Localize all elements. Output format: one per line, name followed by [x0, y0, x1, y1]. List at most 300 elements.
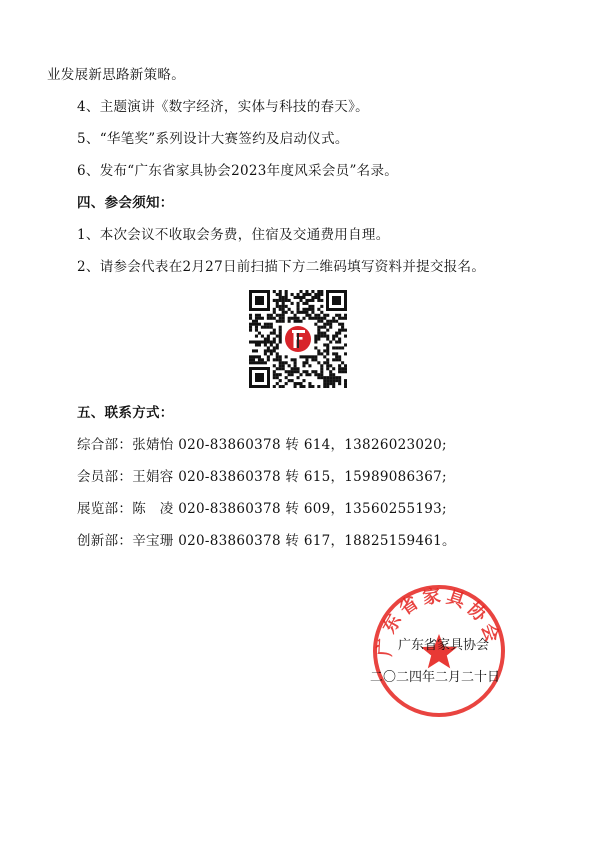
- qr-module: [305, 355, 308, 358]
- qr-module: [288, 299, 291, 302]
- qr-module: [279, 358, 282, 361]
- qr-module: [291, 317, 294, 320]
- qr-module: [314, 355, 317, 358]
- qr-module: [329, 379, 332, 382]
- qr-module: [335, 320, 338, 323]
- qr-module: [273, 376, 276, 379]
- svg-text:广东省家具协会: 广东省家具协会: [374, 585, 503, 657]
- qr-module: [308, 385, 311, 388]
- qr-module: [273, 358, 276, 361]
- qr-module: [332, 320, 335, 323]
- qr-module: [305, 370, 308, 373]
- qr-module: [273, 317, 276, 320]
- qr-center-logo-icon: [283, 324, 313, 354]
- qr-module: [332, 373, 335, 376]
- qr-module: [267, 338, 270, 341]
- qr-module: [282, 314, 285, 317]
- qr-module: [317, 338, 320, 341]
- qr-module: [273, 346, 276, 349]
- qr-module: [291, 373, 294, 376]
- qr-module: [305, 290, 308, 293]
- qr-module: [311, 299, 314, 302]
- qr-module: [338, 370, 341, 373]
- qr-module: [329, 382, 332, 385]
- qr-module: [285, 382, 288, 385]
- qr-module: [335, 346, 338, 349]
- body-line-3: 5、“华笔奖”系列设计大赛签约及启动仪式。: [77, 131, 349, 147]
- qr-module: [252, 323, 255, 326]
- qr-module: [249, 329, 252, 332]
- qr-module: [279, 338, 282, 341]
- qr-module: [261, 335, 264, 338]
- qr-module: [329, 364, 332, 367]
- qr-module: [317, 314, 320, 317]
- qr-module: [267, 355, 270, 358]
- qr-module: [302, 308, 305, 311]
- qr-module: [267, 340, 270, 343]
- qr-module: [282, 361, 285, 364]
- qr-module: [279, 364, 282, 367]
- qr-module: [332, 379, 335, 382]
- qr-module: [273, 311, 276, 314]
- qr-module: [323, 332, 326, 335]
- qr-module: [291, 311, 294, 314]
- qr-module: [267, 314, 270, 317]
- qr-module: [344, 314, 347, 317]
- qr-module: [323, 326, 326, 329]
- qr-module: [276, 382, 279, 385]
- qr-module: [273, 385, 276, 388]
- qr-module: [267, 317, 270, 320]
- qr-module: [317, 332, 320, 335]
- qr-module: [270, 326, 273, 329]
- qr-module: [308, 293, 311, 296]
- qr-module: [294, 320, 297, 323]
- qr-module: [282, 299, 285, 302]
- qr-module: [249, 361, 252, 364]
- qr-module: [294, 361, 297, 364]
- qr-module: [335, 352, 338, 355]
- qr-module: [338, 367, 341, 370]
- qr-module: [329, 326, 332, 329]
- qr-module: [344, 370, 347, 373]
- qr-module: [261, 326, 264, 329]
- qr-module: [317, 320, 320, 323]
- qr-module: [255, 323, 258, 326]
- qr-module: [320, 332, 323, 335]
- qr-module: [326, 346, 329, 349]
- qr-module: [305, 293, 308, 296]
- qr-module: [297, 311, 300, 314]
- qr-module: [335, 335, 338, 338]
- qr-module: [323, 317, 326, 320]
- qr-module: [255, 335, 258, 338]
- qr-module: [249, 323, 252, 326]
- qr-module: [252, 340, 255, 343]
- qr-module: [302, 355, 305, 358]
- qr-module: [297, 320, 300, 323]
- qr-module: [264, 349, 267, 352]
- qr-finder-bottom-left: [249, 367, 270, 388]
- qr-module: [344, 364, 347, 367]
- qr-module: [332, 346, 335, 349]
- qr-module: [305, 358, 308, 361]
- qr-module: [323, 382, 326, 385]
- qr-module: [258, 332, 261, 335]
- qr-module: [273, 308, 276, 311]
- qr-module: [341, 367, 344, 370]
- qr-module: [326, 367, 329, 370]
- qr-module: [329, 340, 332, 343]
- qr-module: [279, 320, 282, 323]
- qr-module: [255, 320, 258, 323]
- qr-module: [297, 293, 300, 296]
- qr-module: [341, 323, 344, 326]
- qr-module: [311, 385, 314, 388]
- qr-module: [314, 346, 317, 349]
- qr-module: [320, 335, 323, 338]
- qr-module: [270, 314, 273, 317]
- qr-module: [255, 349, 258, 352]
- qr-module: [285, 355, 288, 358]
- qr-module: [279, 385, 282, 388]
- qr-module: [320, 370, 323, 373]
- qr-module: [320, 364, 323, 367]
- qr-module: [308, 305, 311, 308]
- qr-module: [317, 290, 320, 293]
- qr-module: [317, 299, 320, 302]
- qr-module: [320, 376, 323, 379]
- qr-module: [323, 314, 326, 317]
- qr-module: [335, 340, 338, 343]
- contact-line-innovation: 创新部：辛宝珊 020-83860378 转 617，18825159461。: [77, 533, 456, 549]
- qr-module: [291, 293, 294, 296]
- qr-module: [282, 364, 285, 367]
- qr-module: [317, 296, 320, 299]
- qr-module: [317, 293, 320, 296]
- qr-module: [311, 311, 314, 314]
- qr-module: [279, 317, 282, 320]
- qr-module: [297, 376, 300, 379]
- qr-module: [338, 379, 341, 382]
- qr-module: [335, 314, 338, 317]
- qr-module: [291, 379, 294, 382]
- qr-module: [285, 311, 288, 314]
- qr-module: [344, 352, 347, 355]
- qr-module: [338, 376, 341, 379]
- qr-module: [332, 376, 335, 379]
- qr-module: [294, 385, 297, 388]
- qr-module: [264, 326, 267, 329]
- qr-module: [338, 317, 341, 320]
- qr-module: [258, 355, 261, 358]
- qr-module: [302, 302, 305, 305]
- qr-module: [317, 361, 320, 364]
- qr-module: [285, 290, 288, 293]
- qr-module: [338, 355, 341, 358]
- qr-module: [270, 323, 273, 326]
- qr-module: [314, 323, 317, 326]
- qr-module: [267, 335, 270, 338]
- qr-module: [255, 343, 258, 346]
- qr-module: [305, 311, 308, 314]
- qr-module: [299, 385, 302, 388]
- qr-module: [320, 311, 323, 314]
- qr-module: [282, 317, 285, 320]
- qr-module: [249, 326, 252, 329]
- qr-module: [276, 346, 279, 349]
- qr-module: [320, 299, 323, 302]
- qr-module: [344, 385, 347, 388]
- qr-module: [314, 370, 317, 373]
- qr-module: [258, 314, 261, 317]
- qr-module: [314, 296, 317, 299]
- qr-module: [326, 379, 329, 382]
- qr-module: [332, 382, 335, 385]
- qr-module: [258, 323, 261, 326]
- qr-module: [279, 293, 282, 296]
- qr-module: [294, 382, 297, 385]
- qr-module: [308, 317, 311, 320]
- qr-module: [314, 340, 317, 343]
- qr-module: [326, 382, 329, 385]
- qr-module: [261, 361, 264, 364]
- qr-module: [332, 335, 335, 338]
- qr-module: [282, 302, 285, 305]
- qr-module: [338, 314, 341, 317]
- qr-module: [297, 302, 300, 305]
- qr-module: [308, 314, 311, 317]
- qr-module: [320, 326, 323, 329]
- qr-module: [332, 358, 335, 361]
- qr-module: [264, 361, 267, 364]
- qr-module: [273, 299, 276, 302]
- qr-module: [344, 382, 347, 385]
- qr-module: [332, 385, 335, 388]
- qr-module: [302, 311, 305, 314]
- qr-module: [338, 364, 341, 367]
- qr-module: [294, 317, 297, 320]
- qr-module: [317, 335, 320, 338]
- section-heading-notes: 四、参会须知：: [77, 195, 174, 211]
- qr-module: [276, 320, 279, 323]
- qr-finder-top-left: [249, 290, 270, 311]
- qr-module: [273, 329, 276, 332]
- qr-module: [320, 290, 323, 293]
- qr-module: [305, 314, 308, 317]
- qr-module: [326, 352, 329, 355]
- qr-module: [249, 314, 252, 317]
- qr-module: [314, 314, 317, 317]
- qr-module: [329, 320, 332, 323]
- qr-module: [311, 290, 314, 293]
- qr-module: [285, 293, 288, 296]
- qr-module: [335, 358, 338, 361]
- qr-module: [341, 361, 344, 364]
- qr-module: [335, 376, 338, 379]
- qr-module: [332, 352, 335, 355]
- qr-module: [291, 358, 294, 361]
- qr-module: [332, 367, 335, 370]
- qr-module: [261, 358, 264, 361]
- qr-module: [279, 355, 282, 358]
- qr-module: [320, 367, 323, 370]
- qr-module: [258, 340, 261, 343]
- qr-module: [299, 355, 302, 358]
- qr-module: [344, 335, 347, 338]
- qr-module: [302, 293, 305, 296]
- qr-module: [276, 293, 279, 296]
- qr-module: [326, 338, 329, 341]
- qr-module: [279, 361, 282, 364]
- qr-module: [276, 358, 279, 361]
- qr-module: [252, 358, 255, 361]
- qr-module: [338, 346, 341, 349]
- qr-module: [323, 379, 326, 382]
- qr-module: [282, 296, 285, 299]
- qr-module: [288, 370, 291, 373]
- qr-module: [341, 317, 344, 320]
- qr-module: [308, 299, 311, 302]
- qr-module: [329, 370, 332, 373]
- qr-module: [326, 361, 329, 364]
- qr-module: [341, 346, 344, 349]
- signature-date: 二〇二四年二月二十日: [370, 670, 501, 685]
- qr-module: [270, 352, 273, 355]
- qr-module: [255, 361, 258, 364]
- qr-module: [335, 332, 338, 335]
- qr-module: [338, 382, 341, 385]
- qr-module: [276, 355, 279, 358]
- qr-module: [341, 326, 344, 329]
- qr-module: [267, 323, 270, 326]
- body-line-4: 6、发布“广东省家具协会2023年度风采会员”名录。: [77, 163, 399, 179]
- qr-module: [305, 373, 308, 376]
- qr-module: [314, 293, 317, 296]
- qr-module: [291, 302, 294, 305]
- qr-module: [282, 385, 285, 388]
- qr-module: [276, 299, 279, 302]
- qr-module: [344, 329, 347, 332]
- qr-module: [341, 370, 344, 373]
- qr-module: [258, 343, 261, 346]
- qr-module: [302, 370, 305, 373]
- qr-module: [344, 317, 347, 320]
- qr-module: [276, 343, 279, 346]
- qr-module: [299, 290, 302, 293]
- qr-module: [323, 355, 326, 358]
- qr-module: [282, 320, 285, 323]
- qr-module: [338, 329, 341, 332]
- qr-module: [279, 367, 282, 370]
- qr-module: [314, 317, 317, 320]
- qr-module: [344, 379, 347, 382]
- qr-module: [320, 317, 323, 320]
- qr-module: [299, 320, 302, 323]
- qr-module: [311, 308, 314, 311]
- qr-module: [297, 296, 300, 299]
- qr-module: [279, 305, 282, 308]
- qr-module: [317, 376, 320, 379]
- qr-module: [267, 358, 270, 361]
- qr-module: [299, 311, 302, 314]
- qr-module: [252, 361, 255, 364]
- qr-module: [249, 355, 252, 358]
- body-line-7: 2、请参会代表在2月27日前扫描下方二维码填写资料并提交报名。: [77, 259, 486, 275]
- qr-module: [294, 370, 297, 373]
- qr-module: [252, 355, 255, 358]
- qr-finder-top-right: [326, 290, 347, 311]
- qr-module: [335, 355, 338, 358]
- qr-module: [267, 326, 270, 329]
- qr-module: [282, 367, 285, 370]
- qr-module: [270, 340, 273, 343]
- qr-module: [317, 385, 320, 388]
- qr-module: [326, 335, 329, 338]
- qr-module: [338, 332, 341, 335]
- body-line-2: 4、主题演讲《数字经济，实体与科技的春天》。: [77, 99, 369, 115]
- qr-module: [279, 290, 282, 293]
- qr-module: [314, 338, 317, 341]
- qr-module: [261, 317, 264, 320]
- qr-module: [297, 317, 300, 320]
- qr-module: [258, 317, 261, 320]
- qr-module: [338, 358, 341, 361]
- qr-module: [270, 343, 273, 346]
- qr-module: [264, 343, 267, 346]
- qr-module: [344, 343, 347, 346]
- qr-module: [297, 308, 300, 311]
- contact-line-general: 综合部：张婧怡 020-83860378 转 614，13826023020;: [77, 437, 447, 453]
- qr-module: [276, 302, 279, 305]
- qr-module: [258, 358, 261, 361]
- qr-module: [255, 340, 258, 343]
- qr-module: [288, 379, 291, 382]
- qr-module: [279, 296, 282, 299]
- qr-module: [302, 379, 305, 382]
- qr-module: [273, 370, 276, 373]
- qr-module: [276, 314, 279, 317]
- qr-module: [332, 338, 335, 341]
- qr-module: [323, 376, 326, 379]
- qr-module: [270, 332, 273, 335]
- qr-module: [285, 361, 288, 364]
- qr-module: [279, 373, 282, 376]
- qr-module: [288, 364, 291, 367]
- qr-module: [252, 320, 255, 323]
- qr-module: [255, 355, 258, 358]
- signature-organization: 广东省家具协会: [398, 638, 490, 653]
- registration-qr-code[interactable]: [249, 290, 347, 388]
- qr-module: [311, 317, 314, 320]
- qr-module: [279, 335, 282, 338]
- qr-module: [302, 361, 305, 364]
- qr-module: [308, 382, 311, 385]
- qr-module: [291, 367, 294, 370]
- qr-module: [273, 338, 276, 341]
- qr-module: [314, 373, 317, 376]
- qr-module: [279, 332, 282, 335]
- qr-module: [314, 358, 317, 361]
- qr-module: [267, 349, 270, 352]
- qr-module: [320, 293, 323, 296]
- qr-module: [317, 326, 320, 329]
- body-line-1: 业发展新思路新策略。: [47, 67, 185, 83]
- qr-module: [285, 370, 288, 373]
- qr-module: [297, 305, 300, 308]
- qr-module: [320, 352, 323, 355]
- qr-module: [291, 370, 294, 373]
